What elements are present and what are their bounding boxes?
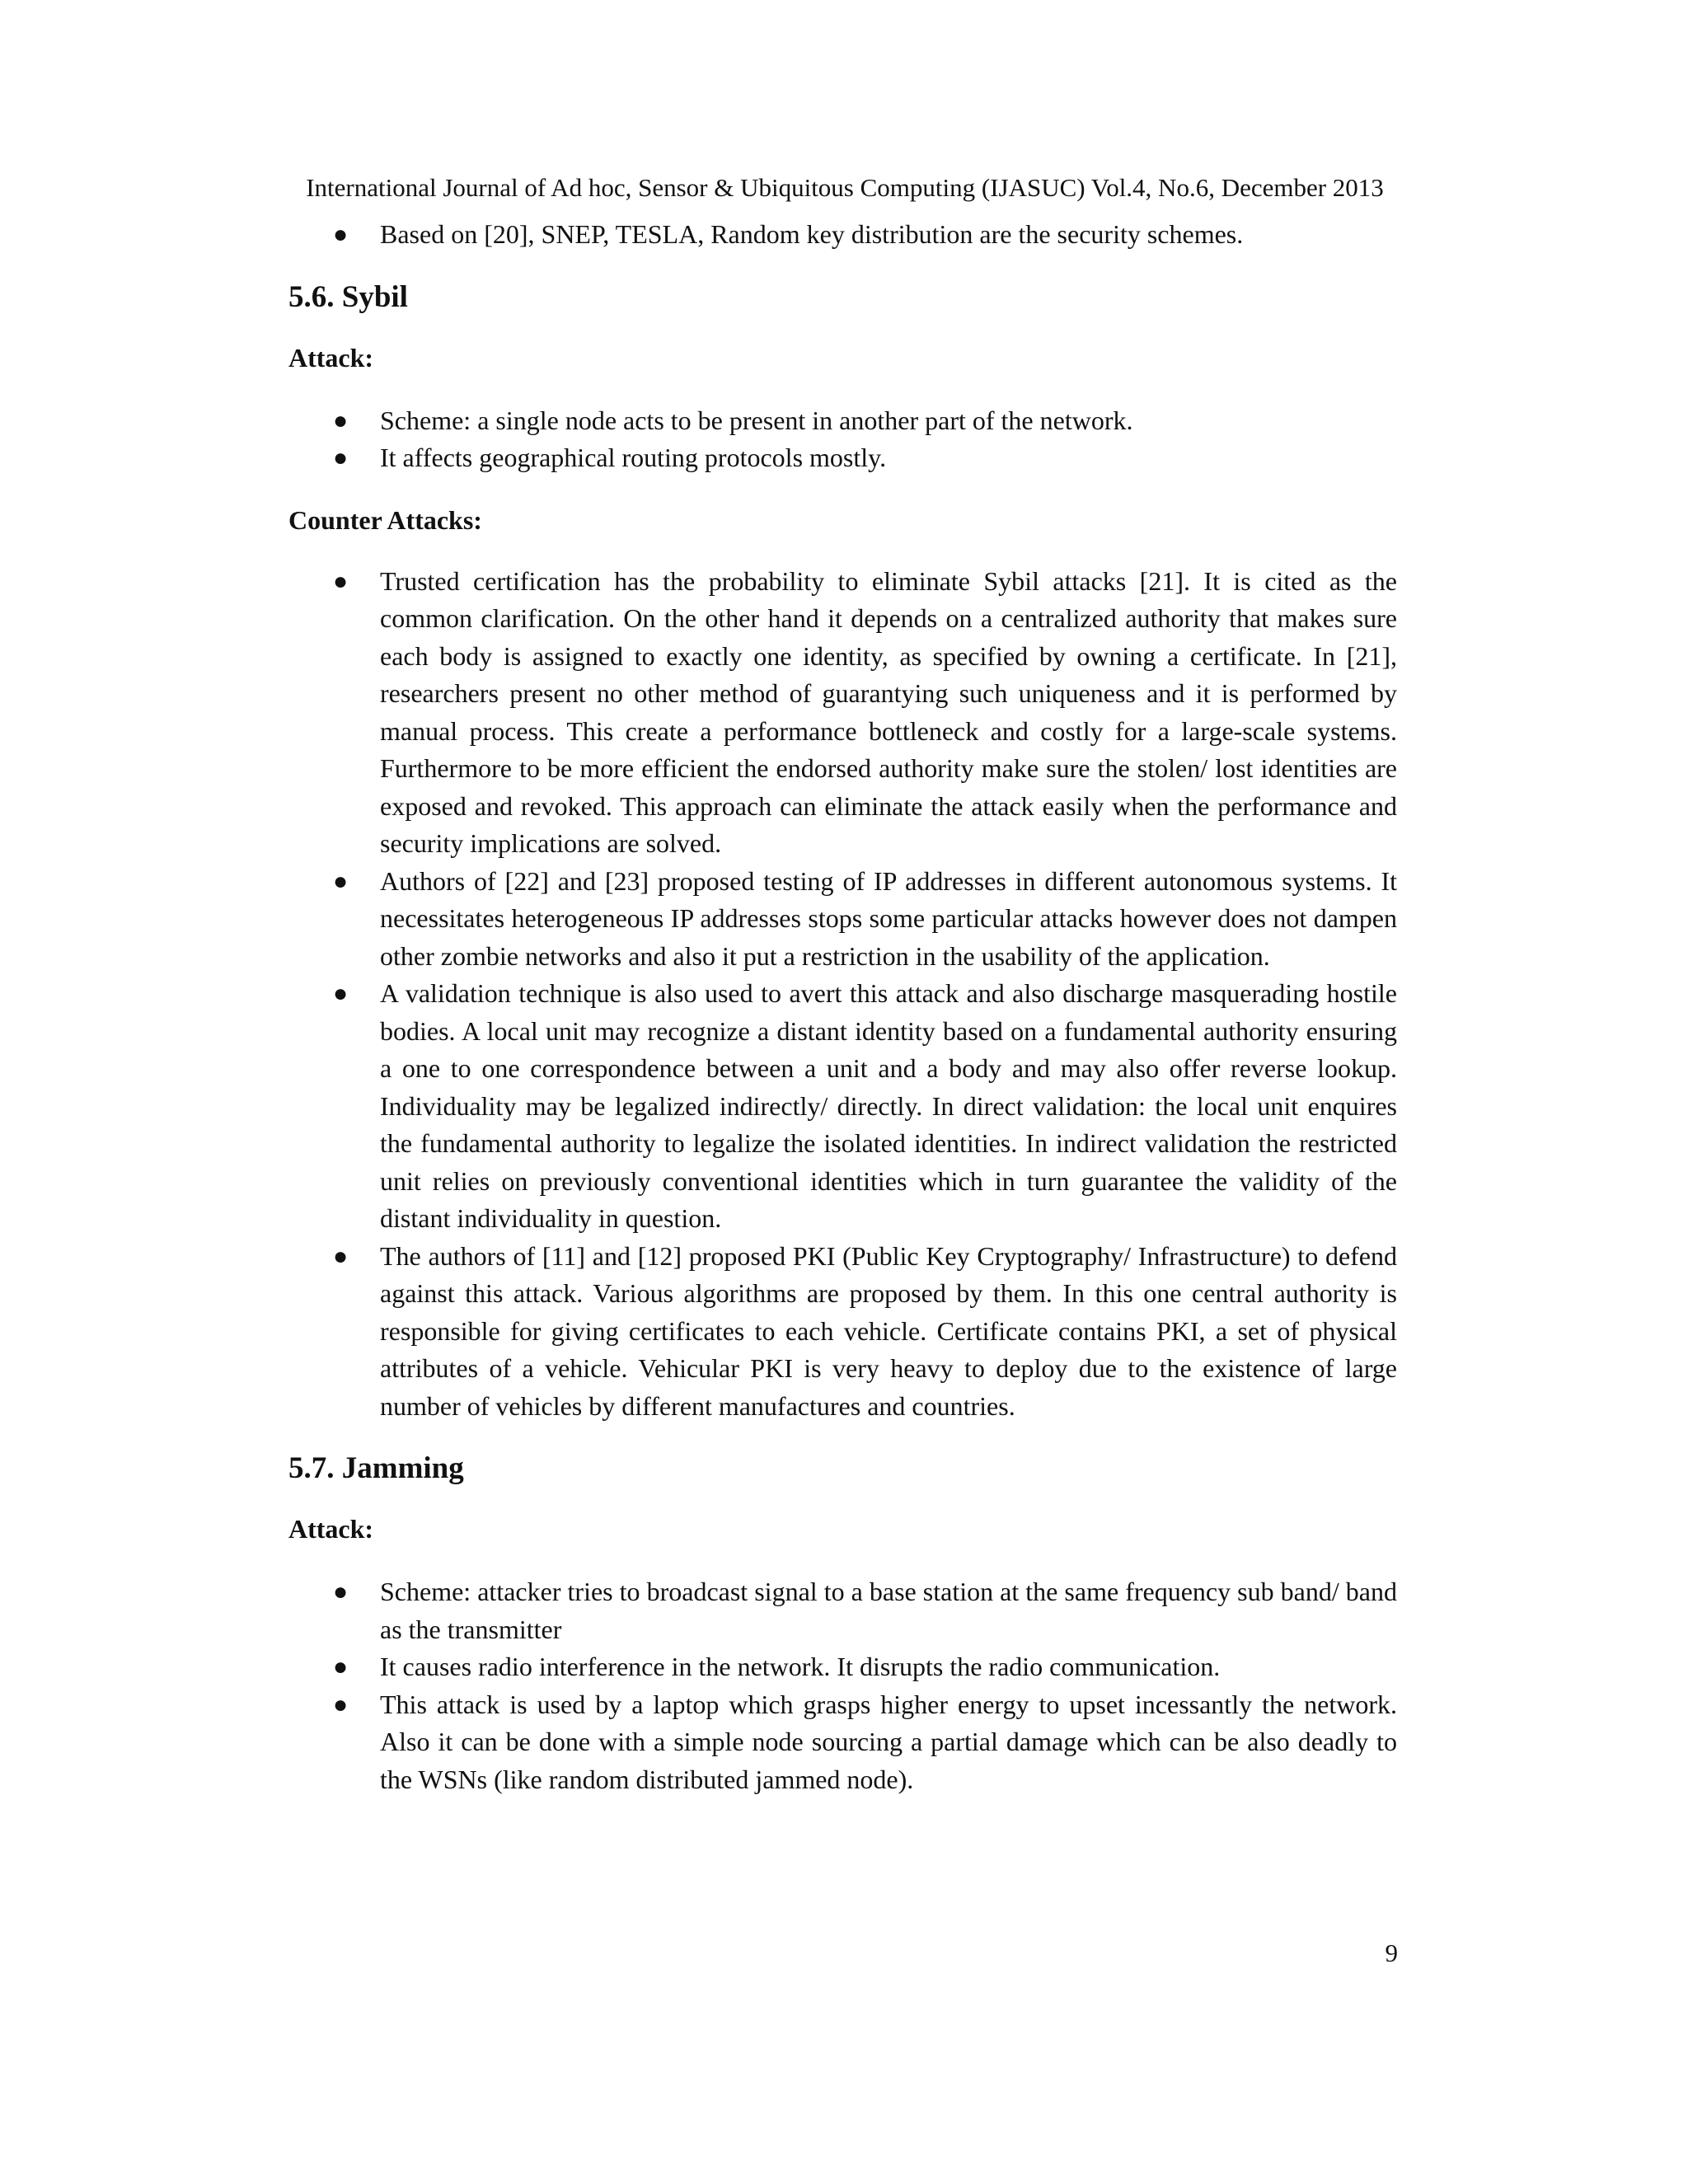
bullet-item: ● Trusted certification has the probability to eliminate Sybil attacks [21]. It is cited as the common clarification. On the other hand it depends on a centralized authority that makes sure each body is assigned to exactly one identity, as specified by owning a certificate. In [21], researchers present no other method of guarantying such uniqueness and it is performed by manual process. This create a performance bottleneck and costly for a large-scale systems. Furthermore to be more efficient the endorsed authority make sure the stolen/ lost identities are exposed and revoked. This approach can eliminate the attack easily when the performance and security implications are solved. <box>288 563 1397 863</box>
sybil-attack-list <box>288 402 1397 477</box>
section-title-sybil: 5.6. Sybil <box>288 279 408 314</box>
bullet-icon: ● <box>333 1653 349 1680</box>
jamming-attack-heading: Attack: <box>288 1514 374 1544</box>
bullet-item: ● This attack is used by a laptop which grasps higher energy to upset incessantly the network. Also it can be done with a simple node sourcing a partial damage which can be also deadly to the WSNs (like random distributed jammed node). <box>288 1686 1397 1799</box>
bullet-item: ● Based on [20], SNEP, TESLA, Random key distribution are the security schemes. <box>288 216 1397 254</box>
bullet-icon: ● <box>333 567 349 595</box>
running-header: International Journal of Ad hoc, Sensor & Ubiquitous Computing (IJASUC) Vol.4, No.6, December 2013 <box>306 173 1384 202</box>
bullet-icon: ● <box>333 1242 349 1270</box>
bullet-item: ● Authors of [22] and [23] proposed testing of IP addresses in different autonomous systems. It necessitates heterogeneous IP addresses stops some particular attacks however does not dampen other zombie networks and also it put a restriction in the usability of the application. <box>288 863 1397 976</box>
bullet-icon: ● <box>333 444 349 471</box>
jamming-attack-list <box>288 1573 1397 1798</box>
page-content <box>288 216 1397 1798</box>
bullet-item: ● A validation technique is also used to avert this attack and also discharge masquerading hostile bodies. A local unit may recognize a distant identity based on a fundamental authority ensuring a one to one correspondence between a unit and a body and may also offer reverse lookup. Individuality may be legalized indirectly/ directly. In direct validation: the local unit enquires the fundamental authority to legalize the isolated identities. In indirect validation the restricted unit relies on previously conventional identities which in turn guarantee the validity of the distant individuality in question. <box>288 975 1397 1238</box>
sybil-attack-heading: Attack: <box>288 342 374 373</box>
intro-bullet-list <box>288 216 1397 254</box>
bullet-item: ● Scheme: a single node acts to be present in another part of the network. <box>288 402 1397 440</box>
bullet-icon: ● <box>333 980 349 1007</box>
page-number: 9 <box>1385 1938 1398 1967</box>
bullet-item: ● It causes radio interference in the network. It disrupts the radio communication. <box>288 1648 1397 1686</box>
bullet-item: ● The authors of [11] and [12] proposed PKI (Public Key Cryptography/ Infrastructure) to defend against this attack. Various algorithms are proposed by them. In this one central authority is responsible for giving certificates to each vehicle. Certificate contains PKI, a set of physical attributes of a vehicle. Vehicular PKI is very heavy to deploy due to the existence of large number of vehicles by different manufactures and countries. <box>288 1238 1397 1426</box>
sybil-counter-heading: Counter Attacks: <box>288 504 482 535</box>
bullet-icon: ● <box>333 406 349 434</box>
bullet-icon: ● <box>333 1578 349 1605</box>
sybil-counter-list <box>288 563 1397 1426</box>
bullet-icon: ● <box>333 867 349 895</box>
bullet-item: ● It affects geographical routing protocols mostly. <box>288 439 1397 477</box>
bullet-icon: ● <box>333 1690 349 1718</box>
bullet-icon: ● <box>333 221 349 248</box>
bullet-item: ● Scheme: attacker tries to broadcast signal to a base station at the same frequency sub band/ band as the transmitter <box>288 1573 1397 1648</box>
section-title-jamming: 5.7. Jamming <box>288 1451 464 1485</box>
